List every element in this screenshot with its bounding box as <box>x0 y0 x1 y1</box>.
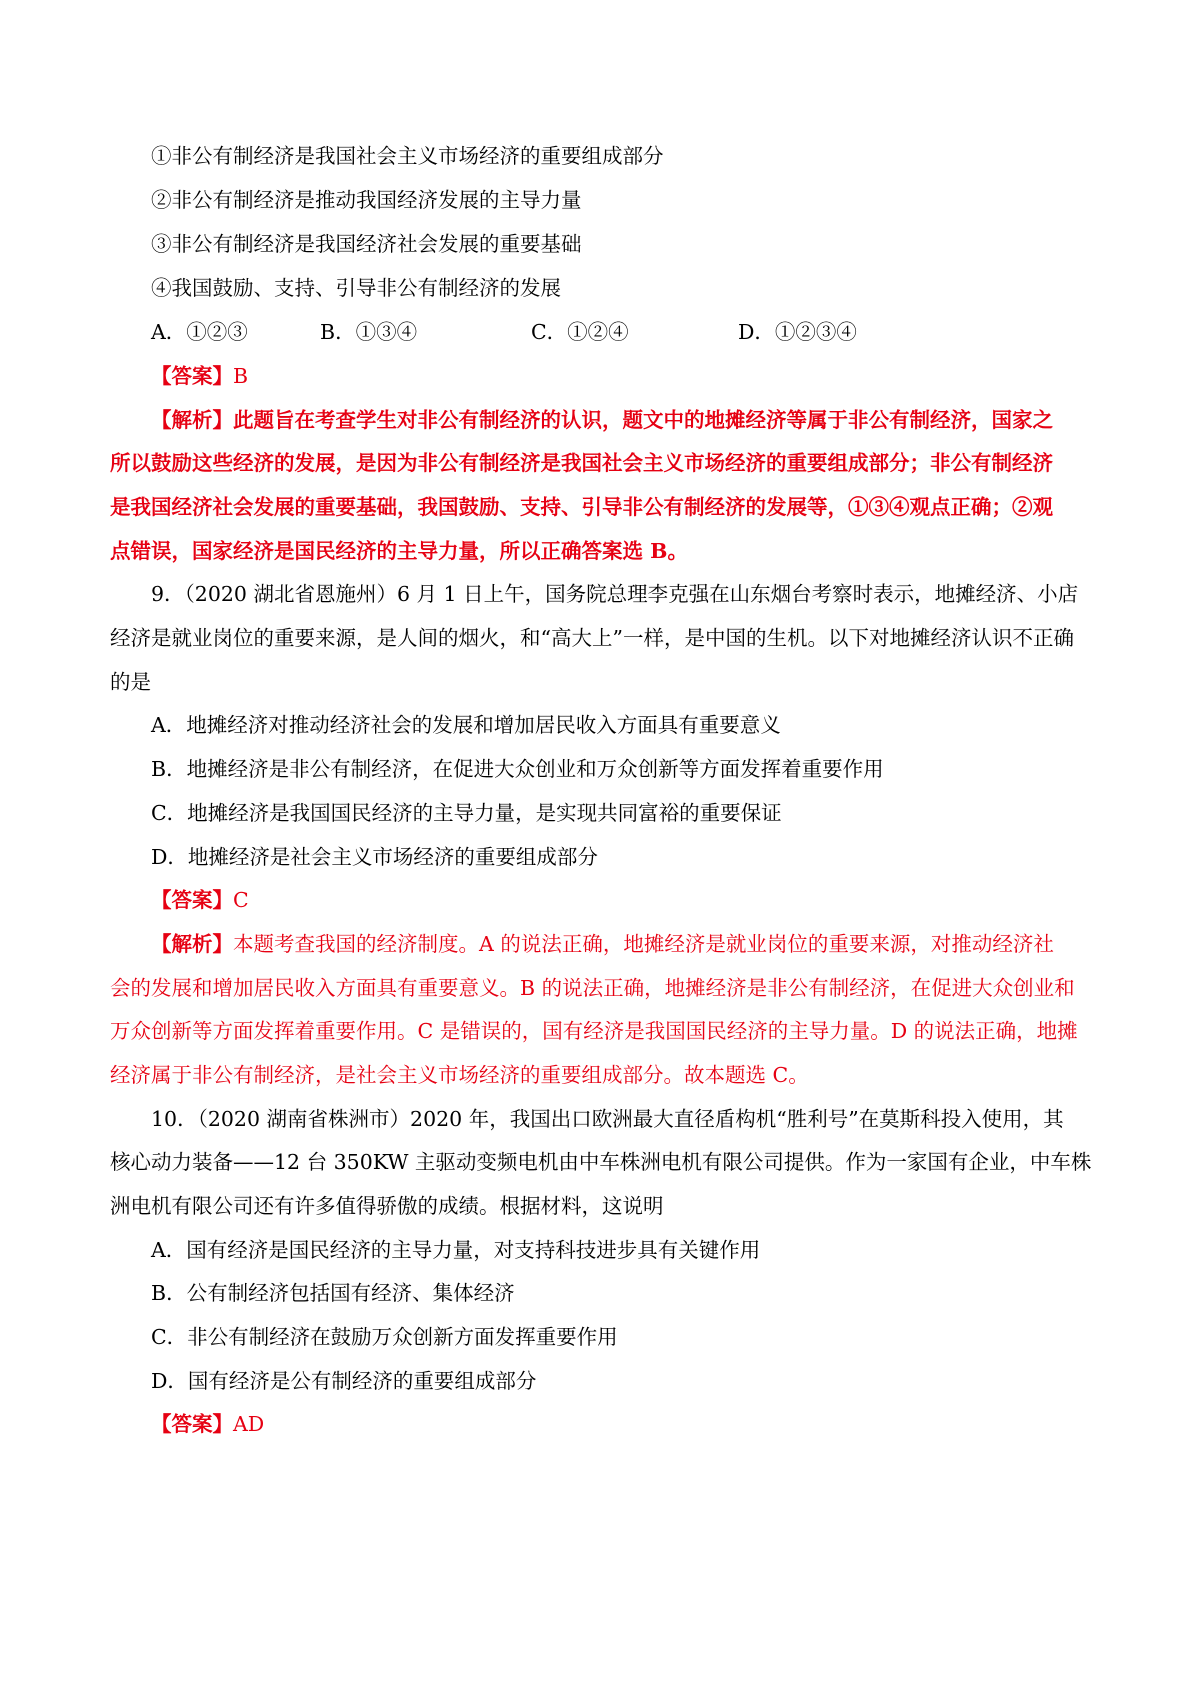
q9-option-c: C．地摊经济是我国国民经济的主导力量，是实现共同富裕的重要保证 <box>151 801 782 825</box>
q9-analysis-line-2: 会的发展和增加居民收入方面具有重要意义。B 的说法正确，地摊经济是非公有制经济，在促进大众创业和 <box>110 976 1075 1000</box>
q8-analysis-text-1: 此题旨在考查学生对非公有制经济的认识，题文中的地摊经济等属于非公有制经济，国家之 <box>233 408 1053 432</box>
q10-answer-label: 【答案】 <box>151 1412 233 1436</box>
q9-analysis-line-4: 经济属于非公有制经济，是社会主义市场经济的重要组成部分。故本题选 C。 <box>110 1063 809 1087</box>
q10-stem-line-2: 核心动力装备——12 台 350KW 主驱动变频电机由中车株洲电机有限公司提供。作为一家国有企业，中车株 <box>110 1150 1092 1174</box>
q9-stem-line-3: 的是 <box>110 670 151 694</box>
q8-statement-3: ③非公有制经济是我国经济社会发展的重要基础 <box>151 232 582 256</box>
q10-option-a: A．国有经济是国民经济的主导力量，对支持科技进步具有关键作用 <box>151 1238 761 1262</box>
q8-analysis-label: 【解析】 <box>151 408 233 432</box>
q9-option-d: D．地摊经济是社会主义市场经济的重要组成部分 <box>151 845 598 869</box>
q10-option-c: C．非公有制经济在鼓励万众创新方面发挥重要作用 <box>151 1325 618 1349</box>
q8-answer-value: B <box>233 364 249 388</box>
q9-answer-label: 【答案】 <box>151 888 233 912</box>
q8-statement-2: ②非公有制经济是推动我国经济发展的主导力量 <box>151 188 582 212</box>
q9-analysis-label: 【解析】 <box>151 932 233 956</box>
q9-stem-line-1: 9．（2020 湖北省恩施州）6 月 1 日上午，国务院总理李克强在山东烟台考察时表示，地摊经济、小店 <box>151 582 1079 606</box>
q8-analysis-line-1 <box>151 406 1053 434</box>
q9-answer-value: C <box>233 888 249 912</box>
q10-answer-value: AD <box>233 1412 265 1436</box>
q9-option-b: B．地摊经济是非公有制经济，在促进大众创业和万众创新等方面发挥着重要作用 <box>151 757 884 781</box>
q10-stem-line-1: 10．（2020 湖南省株洲市）2020 年，我国出口欧洲最大直径盾构机“胜利号”在莫斯科投入使用，其 <box>151 1107 1064 1131</box>
q8-statement-1: ①非公有制经济是我国社会主义市场经济的重要组成部分 <box>151 144 664 168</box>
q8-answer-label: 【答案】 <box>151 364 233 388</box>
q9-answer <box>151 886 249 914</box>
q9-analysis-text-1: 本题考查我国的经济制度。A 的说法正确，地摊经济是就业岗位的重要来源，对推动经济社 <box>233 932 1054 956</box>
q9-stem-line-2: 经济是就业岗位的重要来源，是人间的烟火，和“高大上”一样，是中国的生机。以下对地摊经济认识不正确 <box>110 626 1074 650</box>
q8-analysis-line-4: 点错误，国家经济是国民经济的主导力量，所以正确答案选 B。 <box>110 539 688 563</box>
q8-answer <box>151 362 248 390</box>
q9-option-a: A．地摊经济对推动经济社会的发展和增加居民收入方面具有重要意义 <box>151 713 781 737</box>
q8-statement-4: ④我国鼓励、支持、引导非公有制经济的发展 <box>151 276 561 300</box>
q8-option-b: B．①③④ <box>320 320 418 344</box>
q8-analysis-line-2: 所以鼓励这些经济的发展，是因为非公有制经济是我国社会主义市场经济的重要组成部分；非公有制经济 <box>110 451 1053 475</box>
q10-stem-line-3: 洲电机有限公司还有许多值得骄傲的成绩。根据材料，这说明 <box>110 1194 664 1218</box>
q9-analysis-line-3: 万众创新等方面发挥着重要作用。C 是错误的，国有经济是我国国民经济的主导力量。D 的说法正确，地摊 <box>110 1019 1078 1043</box>
q8-option-a: A．①②③ <box>151 320 248 344</box>
q8-option-c: C．①②④ <box>531 320 629 344</box>
q9-analysis-line-1 <box>151 930 1054 958</box>
q10-option-d: D．国有经济是公有制经济的重要组成部分 <box>151 1369 537 1393</box>
q8-analysis-line-3: 是我国经济社会发展的重要基础，我国鼓励、支持、引导非公有制经济的发展等，①③④观点正确；②观 <box>110 495 1053 519</box>
q8-option-d: D．①②③④ <box>738 320 857 344</box>
q10-answer <box>151 1410 264 1438</box>
q10-option-b: B．公有制经济包括国有经济、集体经济 <box>151 1281 515 1305</box>
